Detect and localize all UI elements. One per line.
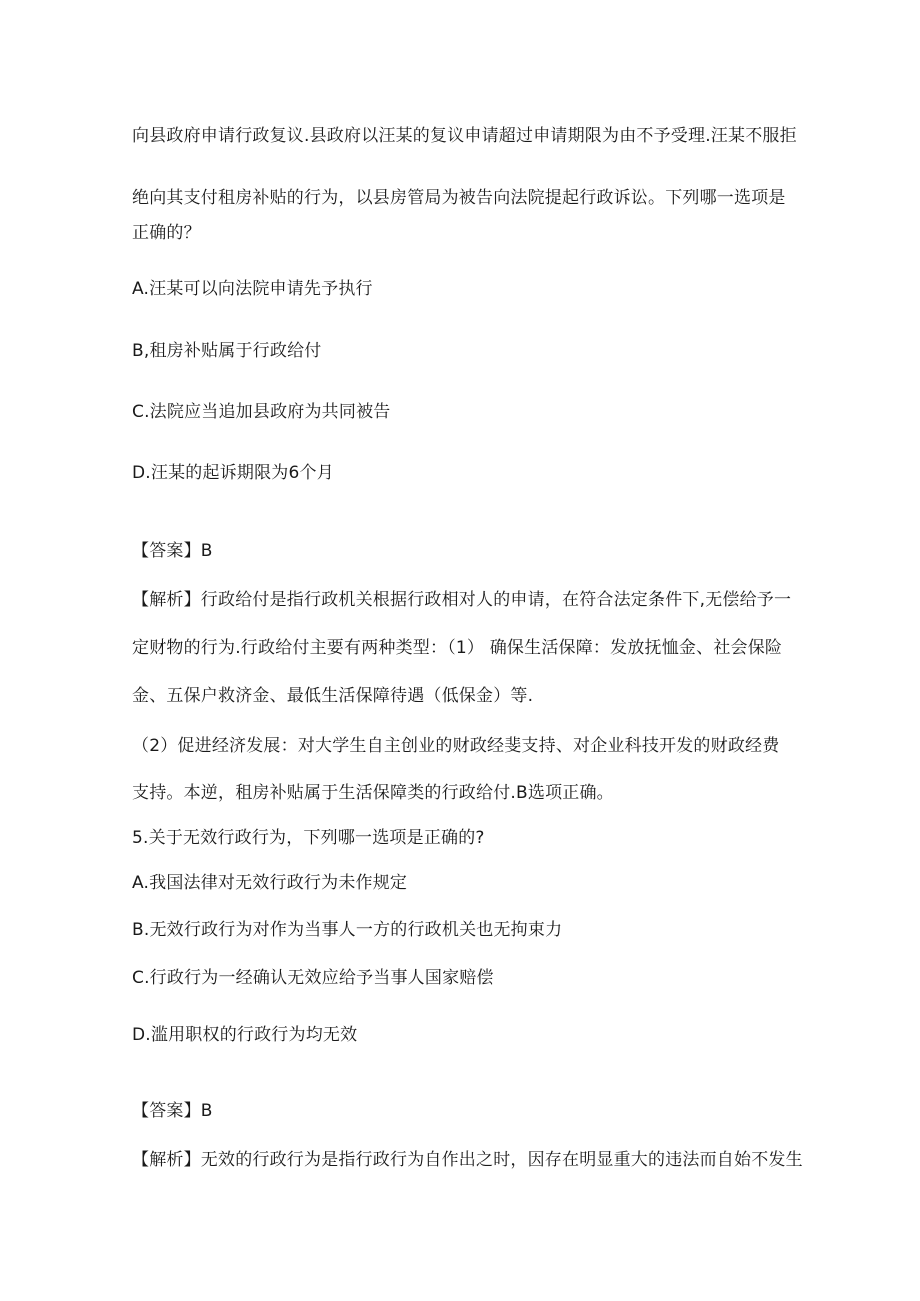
q5-option-d: D.滥用职权的行政行为均无效	[132, 1025, 358, 1045]
q4-analysis-line-4: （2）促进经济发展：对大学生自主创业的财政经斐支持、对企业科技开发的财政经费	[132, 736, 780, 756]
q4-stem-line-1: 向县政府申请行政复议.县政府以汪某的复议申请超过申请期限为由不予受理.汪某不服拒	[132, 126, 797, 146]
q4-option-d: D.汪某的起诉期限为6个月	[132, 463, 334, 483]
q4-stem-line-3: 正确的？	[132, 223, 201, 243]
q4-analysis-line-1: 【解析】行政给付是指行政机关根据行政相对人的申请，在符合法定条件下,无偿给予一	[132, 590, 792, 610]
q5-stem: 5.关于无效行政行为，下列哪一选项是正确的?	[132, 828, 485, 848]
q5-option-b: B.无效行政行为对作为当事人一方的行政机关也无拘束力	[132, 920, 563, 940]
q5-answer: 【答案】B	[132, 1101, 213, 1121]
q5-option-c: C.行政行为一经确认无效应给予当事人国家赔偿	[132, 968, 494, 988]
q4-analysis-line-2: 定财物的行为.行政给付主要有两种类型：（1） 确保生活保障：发放抚恤金、社会保险	[132, 638, 783, 658]
q4-option-a: A.汪某可以向法院申请先予执行	[132, 279, 373, 299]
q4-stem-line-2: 绝向其支付租房补贴的行为，以县房管局为被告向法院提起行政诉讼。下列哪一选项是	[132, 188, 786, 208]
q4-answer: 【答案】B	[132, 541, 213, 561]
q5-analysis-line-1: 【解析】无效的行政行为是指行政行为自作出之时，因存在明显重大的违法而自始不发生	[132, 1150, 803, 1170]
q4-analysis-line-3: 金、五保户救济金、最低生活保障待遇（低保金）等.	[132, 686, 534, 706]
q4-analysis-line-5: 支持。本逆，租房补贴属于生活保障类的行政给付.B选项正确。	[132, 783, 614, 803]
q4-option-b: B,租房补贴属于行政给付	[132, 341, 322, 361]
q4-option-c: C.法院应当追加县政府为共同被告	[132, 402, 391, 422]
q5-option-a: A.我国法律对无效行政行为未作规定	[132, 873, 408, 893]
